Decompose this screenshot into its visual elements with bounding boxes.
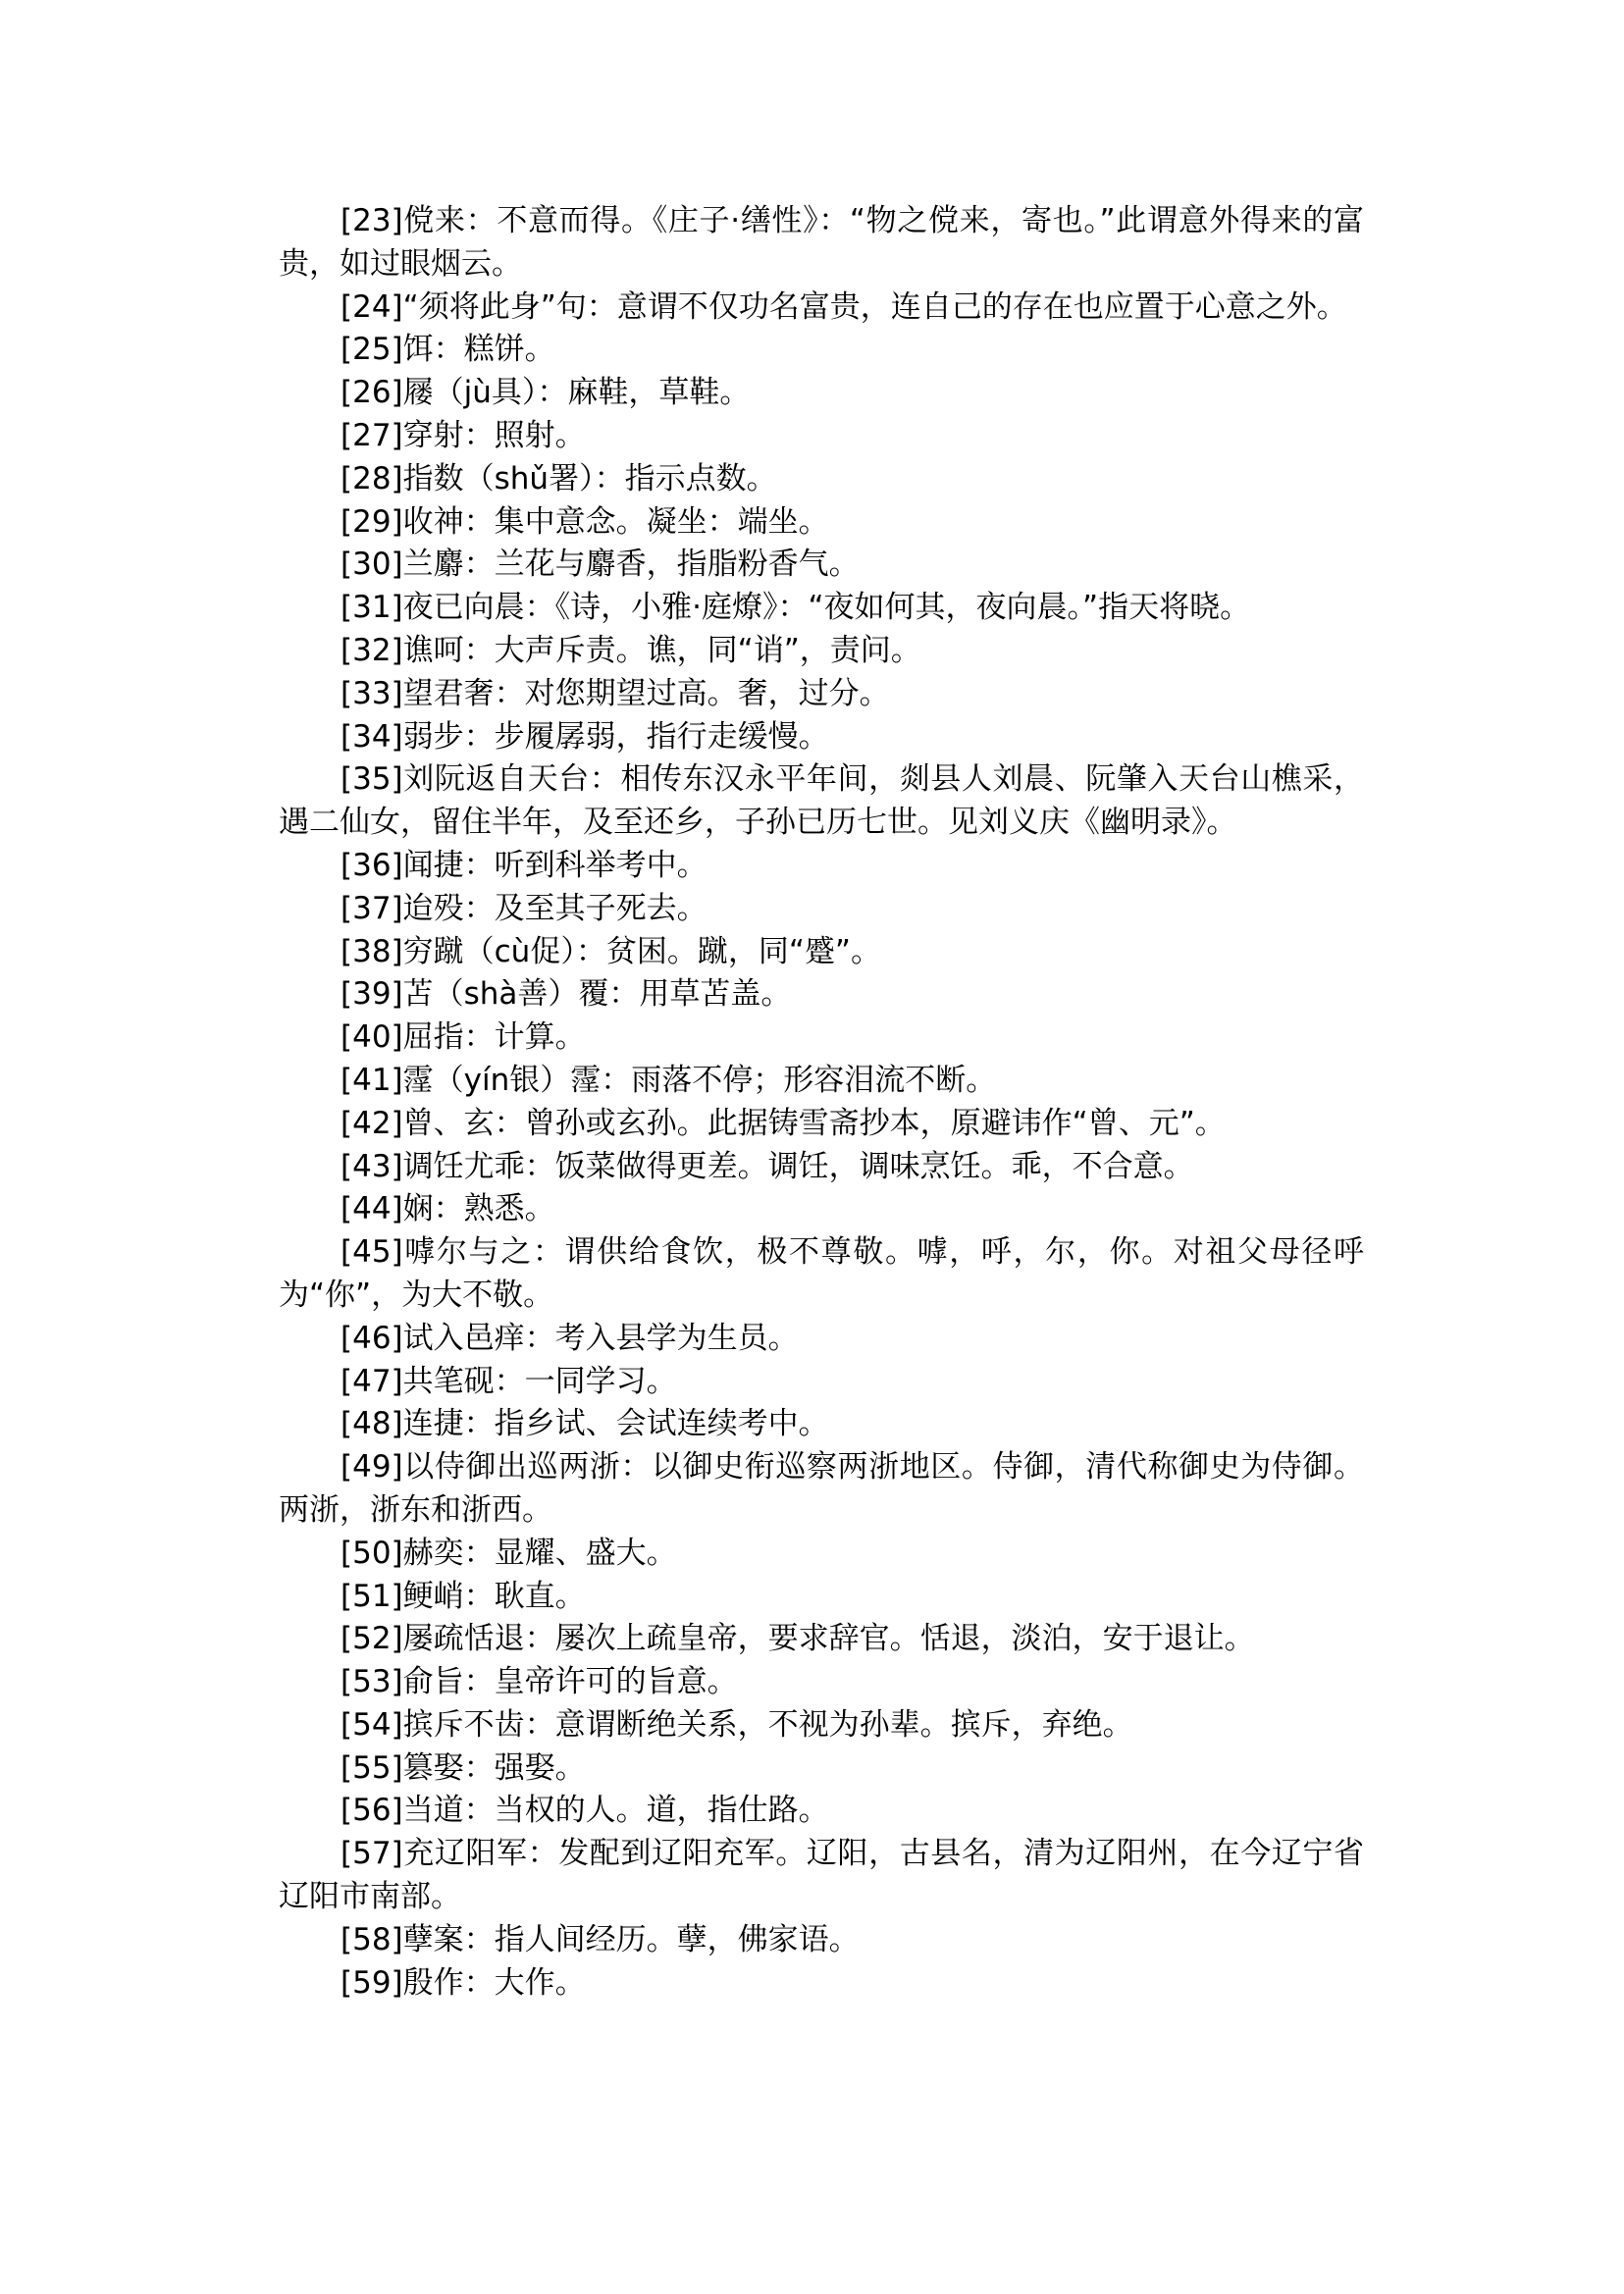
note-25: [25]饵：糕饼。 bbox=[341, 332, 555, 368]
note-27: [27]穿射：照射。 bbox=[341, 417, 586, 453]
note-26: [26]屦（jù具）：麻鞋，草鞋。 bbox=[341, 375, 751, 411]
note-41: [41]霪（yín银）霪：雨落不停；形容泪流不断。 bbox=[341, 1062, 997, 1098]
note-32: [32]谯呵：大声斥责。谯，同“诮”，责问。 bbox=[341, 632, 921, 668]
note-53: [53]俞旨：皇帝许可的旨意。 bbox=[341, 1664, 738, 1700]
note-47: [47]共笔砚：一同学习。 bbox=[341, 1363, 677, 1399]
note-46: [46]试入邑痒：考入县学为生员。 bbox=[341, 1320, 799, 1356]
note-48: [48]连捷：指乡试、会试连续考中。 bbox=[341, 1406, 829, 1442]
note-28: [28]指数（shǔ署）：指示点数。 bbox=[341, 460, 777, 496]
note-52: [52]屡疏恬退：屡次上疏皇帝，要求辞官。恬退，淡泊，安于退让。 bbox=[341, 1621, 1255, 1657]
note-55: [55]篡娶：强娶。 bbox=[341, 1749, 586, 1786]
note-36: [36]闻捷：听到科举考中。 bbox=[341, 847, 707, 883]
note-39: [39]苫（shà善）覆：用草苫盖。 bbox=[341, 976, 792, 1013]
note-59: [59]殷作：大作。 bbox=[341, 1964, 586, 2001]
note-29: [29]收神：集中意念。凝坐：端坐。 bbox=[341, 503, 829, 540]
note-56: [56]当道：当权的人。道，指仕路。 bbox=[341, 1793, 829, 1829]
note-58: [58]孽案：指人间经历。孽，佛家语。 bbox=[341, 1921, 860, 1957]
note-24: [24]“须将此身”句：意谓不仅功名富贵，连自己的存在也应置于心意之外。 bbox=[341, 288, 1347, 325]
note-35: [35]刘阮返自天台：相传东汉永平年间，剡县人刘晨、阮肇入天台山樵采，遇二仙女，留住半年，及至还乡，子孙已历七世。见刘义庆《幽明录》。 bbox=[279, 761, 1364, 841]
note-54: [54]摈斥不齿：意谓断绝关系，不视为孙辈。摈斥，弃绝。 bbox=[341, 1706, 1133, 1743]
note-40: [40]屈指：计算。 bbox=[341, 1019, 586, 1056]
note-50: [50]赫奕：显耀、盛大。 bbox=[341, 1535, 677, 1571]
note-57: [57]充辽阳军：发配到辽阳充军。辽阳，古县名，清为辽阳州，在今辽宁省辽阳市南部。 bbox=[279, 1836, 1364, 1915]
note-33: [33]望君奢：对您期望过高。奢，过分。 bbox=[341, 675, 890, 711]
note-34: [34]弱步：步履孱弱，指行走缓慢。 bbox=[341, 718, 829, 755]
note-43: [43]调饪尤乖：饭菜做得更差。调饪，调味烹饪。乖，不合意。 bbox=[341, 1148, 1194, 1184]
note-31: [31]夜已向晨：《诗，小雅·庭燎》：“夜如何其，夜向晨。”指天将晓。 bbox=[341, 590, 1251, 626]
note-49: [49]以侍御出巡两浙：以御史衔巡察两浙地区。侍御，清代称御史为侍御。两浙，浙东和浙西。 bbox=[279, 1449, 1364, 1528]
note-45: [45]嘑尔与之：谓供给食饮，极不尊敬。嘑，呼，尔，你。对祖父母径呼为“你”，为大不敬。 bbox=[279, 1234, 1364, 1313]
note-51: [51]鲠峭：耿直。 bbox=[341, 1578, 586, 1614]
note-30: [30]兰麝：兰花与麝香，指脂粉香气。 bbox=[341, 547, 860, 583]
note-37: [37]迨殁：及至其子死去。 bbox=[341, 890, 707, 926]
note-44: [44]娴：熟悉。 bbox=[341, 1191, 555, 1227]
note-38: [38]穷蹴（cù促）：贫困。蹴，同“蹙”。 bbox=[341, 933, 881, 969]
note-23: [23]傥来：不意而得。《庄子·缮性》：“物之傥来，寄也。”此谓意外得来的富贵，如过眼烟云。 bbox=[279, 203, 1364, 282]
note-42: [42]曾、玄：曾孙或玄孙。此据铸雪斋抄本，原避讳作“曾、元”。 bbox=[341, 1105, 1226, 1141]
notes-list bbox=[279, 200, 1364, 2005]
